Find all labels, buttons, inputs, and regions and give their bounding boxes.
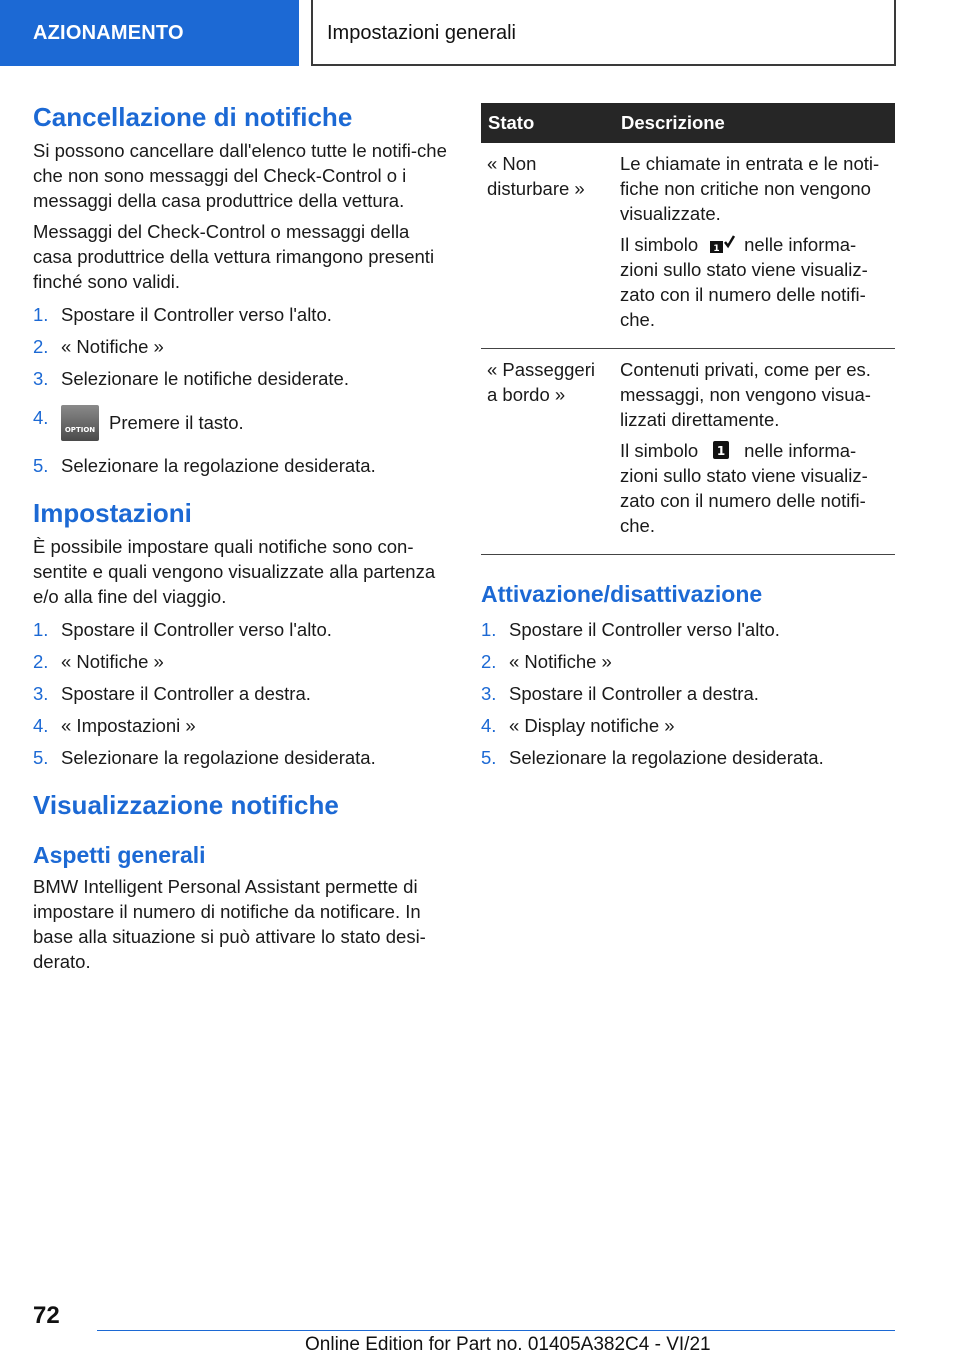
step-text: « Notifiche » [509, 651, 612, 672]
description-cell [614, 143, 895, 349]
step-text: « Notifiche » [61, 651, 164, 672]
step-text: Selezionare la regolazione desiderata. [61, 747, 376, 768]
left-column [33, 100, 448, 980]
heading-attivazione: Attivazione/disattivazione [481, 581, 763, 607]
table-header-stato: Stato [481, 103, 614, 143]
list-item [33, 649, 448, 674]
step-number: 2. [33, 651, 49, 672]
state-cell: « Passeggeri a bordo » [481, 349, 614, 555]
state-cell: « Non disturbare » [481, 143, 614, 349]
svg-text:1: 1 [713, 244, 720, 254]
list-item [33, 713, 448, 738]
step-text: Selezionare le notifiche desiderate. [61, 368, 349, 389]
steps-list [33, 302, 448, 478]
table-header-row [481, 103, 895, 143]
step-number: 2. [481, 651, 497, 672]
steps-list [481, 617, 895, 770]
list-item [481, 745, 895, 770]
bell-mute-icon [706, 233, 736, 255]
step-number: 5. [33, 455, 49, 476]
step-text: « Impostazioni » [61, 715, 196, 736]
description-text: Il simbolo 1 nelle informa-zioni sullo stato viene visualiz-zato con il numero delle notifi-che. [620, 440, 868, 536]
list-item [33, 405, 448, 441]
step-number: 4. [33, 407, 49, 428]
edition-note: Online Edition for Part no. 01405A382C4 - VI/21 [305, 1334, 711, 1355]
paragraph: Si possono cancellare dall'elenco tutte le notifi-che che non sono messaggi del Check-Control o i messaggi della casa produttrice della vettura. [33, 140, 447, 211]
step-number: 1. [33, 619, 49, 640]
step-text: Spostare il Controller a destra. [509, 683, 759, 704]
heading-impostazioni: Impostazioni [33, 498, 192, 528]
step-number: 3. [481, 683, 497, 704]
paragraph: Messaggi del Check-Control o messaggi della casa produttrice della vettura rimangono presenti finché sono validi. [33, 221, 435, 292]
step-number: 4. [33, 715, 49, 736]
notification-count-icon [706, 439, 736, 461]
step-text: « Display notifiche » [509, 715, 675, 736]
description-cell [614, 349, 895, 555]
step-text: Selezionare la regolazione desiderata. [61, 455, 376, 476]
page-header [0, 0, 960, 66]
step-text: Spostare il Controller verso l'alto. [61, 619, 332, 640]
svg-text:1: 1 [716, 444, 726, 458]
steps-list [33, 617, 448, 770]
list-item [481, 649, 895, 674]
subheading-aspetti: Aspetti generali [33, 842, 206, 868]
page-number: 72 [33, 1302, 60, 1329]
list-item [481, 617, 895, 642]
description-text: Contenuti privati, come per es. messaggi, non vengono visua-lizzati direttamente. [620, 359, 871, 430]
option-button-icon: OPTION [61, 405, 99, 441]
paragraph: BMW Intelligent Personal Assistant permette di impostare il numero di notifiche da notificare. In base alla situazione si può attivare lo stato desi-derato. [33, 876, 426, 972]
step-number: 1. [33, 304, 49, 325]
list-item [33, 366, 448, 391]
right-column [481, 103, 895, 777]
step-number: 3. [33, 368, 49, 389]
step-number: 1. [481, 619, 497, 640]
description-text: Il simbolo 1 nelle informa-zioni sullo stato viene visualiz-zato con il numero delle notifi-che. [620, 234, 868, 330]
list-item [33, 681, 448, 706]
step-number: 5. [481, 747, 497, 768]
step-text: Spostare il Controller a destra. [61, 683, 311, 704]
step-text: Selezionare la regolazione desiderata. [509, 747, 824, 768]
step-text: Premere il tasto. [109, 412, 244, 433]
list-item [481, 713, 895, 738]
chapter-title: Impostazioni generali [311, 0, 896, 66]
status-table [481, 103, 895, 555]
heading-visualizzazione: Visualizzazione notifiche [33, 790, 339, 820]
step-text: Spostare il Controller verso l'alto. [61, 304, 332, 325]
list-item [481, 681, 895, 706]
step-number: 3. [33, 683, 49, 704]
step-text: Spostare il Controller verso l'alto. [509, 619, 780, 640]
step-number: 5. [33, 747, 49, 768]
list-item [33, 334, 448, 359]
list-item [33, 745, 448, 770]
step-number: 4. [481, 715, 497, 736]
description-text: Le chiamate in entrata e le noti-fiche non critiche non vengono visualizzate. [620, 153, 880, 224]
table-header-descrizione: Descrizione [614, 103, 895, 143]
footer-divider [97, 1330, 895, 1331]
heading-cancellazione: Cancellazione di notifiche [33, 102, 353, 132]
table-row [481, 349, 895, 555]
list-item [33, 453, 448, 478]
paragraph: È possibile impostare quali notifiche sono con-sentite e quali vengono visualizzate alla partenza e/o alla fine del viaggio. [33, 536, 436, 607]
list-item [33, 617, 448, 642]
step-text: « Notifiche » [61, 336, 164, 357]
list-item [33, 302, 448, 327]
step-number: 2. [33, 336, 49, 357]
table-row [481, 143, 895, 349]
section-tab: AZIONAMENTO [0, 0, 299, 66]
